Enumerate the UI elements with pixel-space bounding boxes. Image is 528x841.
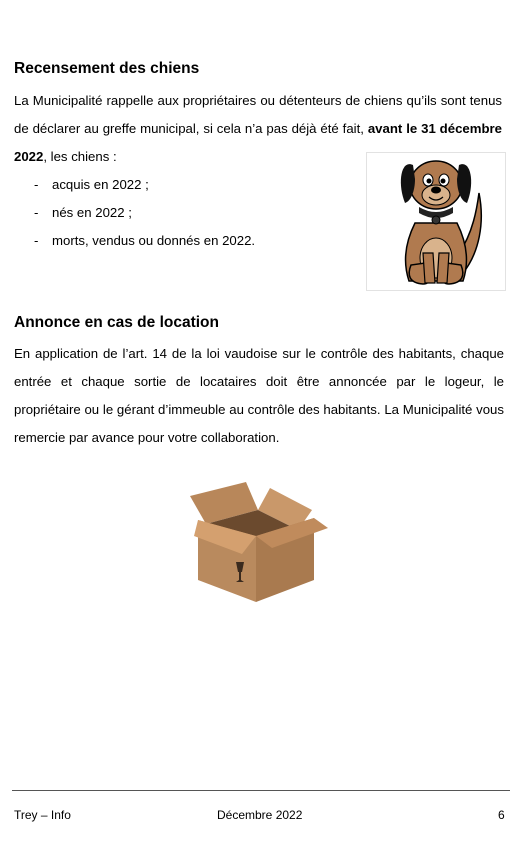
dogs-deadline: avant le 31 décembre 2022: [14, 121, 502, 164]
list-item: - morts, vendus ou donnés en 2022.: [34, 227, 255, 255]
footer-title: Trey – Info: [14, 808, 71, 822]
dog-image: [366, 152, 506, 291]
list-item: - nés en 2022 ;: [34, 199, 255, 227]
list-item: - acquis en 2022 ;: [34, 171, 255, 199]
dogs-paragraph-text: La Municipalité rappelle aux propriétaires ou détenteurs de chiens qu’ils sont tenus de déclarer au greffe municipal, si cela n’a pas déjà été fait,: [14, 93, 502, 136]
dog-icon: [367, 153, 505, 290]
footer-rule: [12, 790, 510, 791]
box-icon: [186, 480, 332, 604]
box-image: [186, 480, 332, 604]
section-title-rental: Annonce en cas de location: [14, 314, 219, 331]
rental-paragraph: En application de l’art. 14 de la loi vaudoise sur le contrôle des habitants, chaque entrée et chaque sortie de locataires doit être annoncée par le logeur, le propriétaire ou le gérant d’immeuble au contrôle des habitants. La Municipalité vous remercie par avance pour votre collaboration.: [14, 346, 504, 445]
section-title-dogs: Recensement des chiens: [14, 60, 200, 77]
page-number: 6: [498, 808, 505, 822]
dogs-paragraph-end: , les chiens :: [43, 149, 117, 164]
dogs-list: [34, 171, 255, 255]
footer-date: Décembre 2022: [217, 808, 303, 822]
